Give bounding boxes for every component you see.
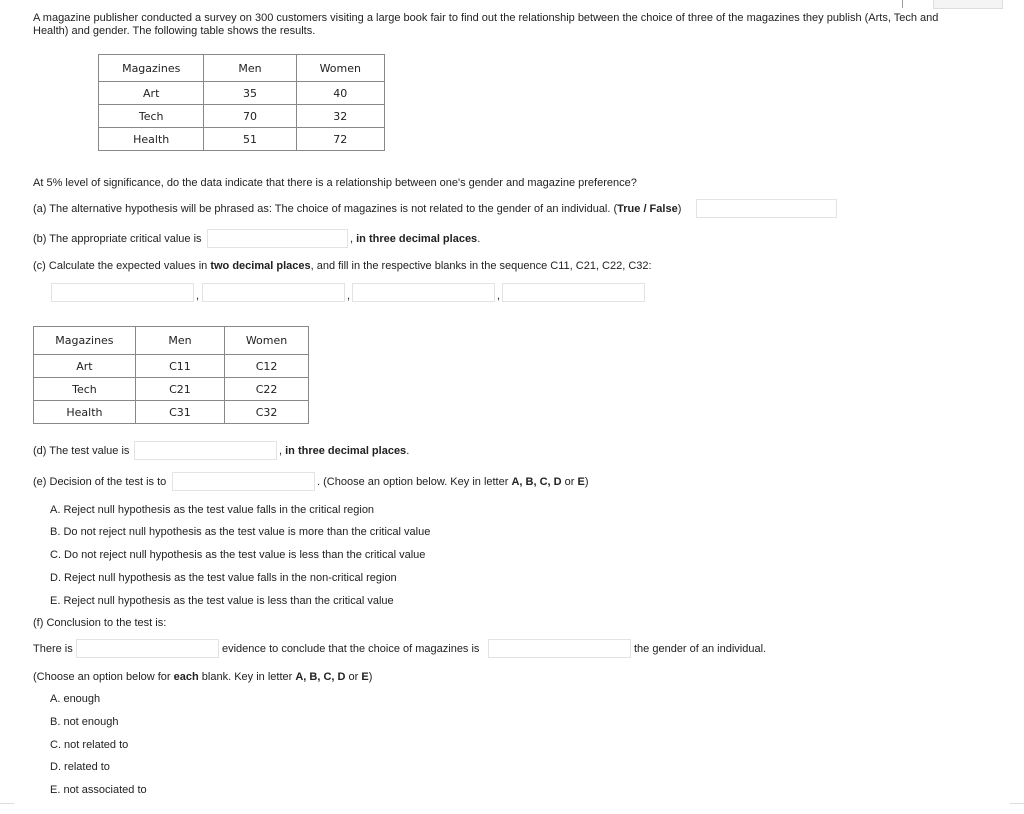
table-cell: Art bbox=[34, 355, 136, 378]
part-f-evidence-input[interactable] bbox=[76, 639, 219, 658]
table-row bbox=[99, 128, 385, 151]
part-b-suffix bbox=[350, 232, 480, 246]
decision-option-c: C. Do not reject null hypothesis as the test value is less than the critical value bbox=[50, 549, 426, 561]
decision-option-a: A. Reject null hypothesis as the test value falls in the critical region bbox=[50, 504, 375, 516]
part-f-relation-input[interactable] bbox=[488, 639, 631, 658]
part-c-c22-input[interactable] bbox=[352, 283, 495, 302]
part-c-c32-input[interactable] bbox=[502, 283, 645, 302]
part-b-critical-value-input[interactable] bbox=[207, 229, 348, 248]
part-c-prompt bbox=[33, 259, 652, 273]
table-cell: C32 bbox=[225, 401, 309, 424]
table-cell: C21 bbox=[135, 378, 224, 401]
part-f-end-text: the gender of an individual. bbox=[634, 643, 767, 655]
conclusion-option-c: C. not related to bbox=[50, 739, 129, 751]
part-a-prompt bbox=[33, 202, 681, 216]
table-cell: 51 bbox=[204, 128, 296, 151]
table-cell: 35 bbox=[204, 82, 296, 105]
part-c-separator: , bbox=[497, 290, 501, 302]
table-row bbox=[34, 378, 309, 401]
part-f-hint-or: or bbox=[345, 671, 362, 683]
decision-option-d: D. Reject null hypothesis as the test value falls in the non-critical region bbox=[50, 572, 397, 584]
conclusion-option-b: B. not enough bbox=[50, 716, 119, 728]
table-cell: Tech bbox=[34, 378, 136, 401]
table-header-row bbox=[34, 327, 309, 355]
part-f-hint-last: E bbox=[361, 671, 369, 683]
table-cell: C31 bbox=[135, 401, 224, 424]
part-e-hint bbox=[317, 475, 589, 489]
part-c-c11-input[interactable] bbox=[51, 283, 194, 302]
table-cell: C12 bbox=[225, 355, 309, 378]
table-header-cell: Men bbox=[135, 327, 224, 355]
part-a-close: ) bbox=[677, 203, 682, 215]
table-cell: 70 bbox=[204, 105, 296, 128]
conclusion-option-d: D. related to bbox=[50, 761, 110, 773]
part-f-hint-each: each bbox=[173, 671, 199, 683]
part-d-precision: in three decimal places bbox=[285, 445, 407, 457]
survey-results-table bbox=[98, 54, 385, 151]
top-divider-line bbox=[902, 0, 903, 8]
table-header-cell: Magazines bbox=[99, 55, 204, 82]
part-d-suffix bbox=[279, 444, 409, 458]
part-e-prompt: (e) Decision of the test is to bbox=[33, 476, 167, 488]
table-cell: C22 bbox=[225, 378, 309, 401]
part-c-separator: , bbox=[196, 290, 200, 302]
table-header-row bbox=[99, 55, 385, 82]
part-c-text-before: (c) Calculate the expected values in bbox=[33, 260, 211, 272]
part-c-separator: , bbox=[347, 290, 351, 302]
part-f-hint bbox=[33, 670, 372, 684]
part-d-period: . bbox=[406, 445, 410, 457]
decision-option-e: E. Reject null hypothesis as the test value is less than the critical value bbox=[50, 595, 394, 607]
part-f-there-is: There is bbox=[33, 643, 73, 655]
part-d-prompt: (d) The test value is bbox=[33, 445, 130, 457]
table-cell: Tech bbox=[99, 105, 204, 128]
table-cell: 40 bbox=[296, 82, 384, 105]
question-intro: A magazine publisher conducted a survey on 300 customers visiting a large book fair to find out the relationship between the choice of three of the magazines they publish (Arts, Tech and Health) and gender. The following table shows the results. bbox=[33, 12, 939, 37]
part-e-hint-before: . (Choose an option below. Key in letter bbox=[317, 476, 512, 488]
table-cell: Health bbox=[99, 128, 204, 151]
table-cell: C11 bbox=[135, 355, 224, 378]
part-e-hint-or: or bbox=[561, 476, 578, 488]
part-f-hint-before: (Choose an option below for bbox=[33, 671, 174, 683]
part-f-hint-end: ) bbox=[368, 671, 373, 683]
part-b-precision: in three decimal places bbox=[356, 233, 478, 245]
part-e-hint-last: E bbox=[577, 476, 585, 488]
part-e-decision-input[interactable] bbox=[172, 472, 315, 491]
table-cell: 32 bbox=[296, 105, 384, 128]
table-header-cell: Women bbox=[225, 327, 309, 355]
table-cell: Health bbox=[34, 401, 136, 424]
part-f-middle-text: evidence to conclude that the choice of magazines is bbox=[222, 643, 480, 655]
part-f-hint-mid: blank. Key in letter bbox=[198, 671, 296, 683]
significance-question: At 5% level of significance, do the data indicate that there is a relationship between one's gender and magazine preference? bbox=[33, 177, 637, 189]
part-c-precision: two decimal places bbox=[210, 260, 311, 272]
table-row bbox=[34, 401, 309, 424]
bottom-right-scroll-edge bbox=[1010, 803, 1024, 814]
part-b-prompt: (b) The appropriate critical value is bbox=[33, 233, 202, 245]
part-a-answer-input[interactable] bbox=[696, 199, 837, 218]
conclusion-option-a: A. enough bbox=[50, 693, 101, 705]
table-row bbox=[34, 355, 309, 378]
table-row bbox=[99, 82, 385, 105]
part-e-hint-end: ) bbox=[584, 476, 589, 488]
part-c-c21-input[interactable] bbox=[202, 283, 345, 302]
expected-values-table bbox=[33, 326, 309, 424]
part-b-period: . bbox=[477, 233, 481, 245]
table-row bbox=[99, 105, 385, 128]
part-e-hint-letters: A, B, C, D bbox=[511, 476, 562, 488]
part-c-text-after: , and fill in the respective blanks in the sequence C11, C21, C22, C32: bbox=[310, 260, 652, 272]
part-b-comma: , bbox=[350, 233, 354, 245]
table-header-cell: Men bbox=[204, 55, 296, 82]
part-f-heading: (f) Conclusion to the test is: bbox=[33, 617, 167, 629]
part-a-text: (a) The alternative hypothesis will be phrased as: The choice of magazines is not related to the gender of an individual. ( bbox=[33, 203, 618, 215]
bottom-left-scroll-edge bbox=[0, 803, 14, 814]
table-header-cell: Women bbox=[296, 55, 384, 82]
table-cell: 72 bbox=[296, 128, 384, 151]
part-f-hint-letters: A, B, C, D bbox=[295, 671, 346, 683]
part-a-options: True / False bbox=[617, 203, 678, 215]
decision-option-b: B. Do not reject null hypothesis as the test value is more than the critical value bbox=[50, 526, 431, 538]
part-d-test-value-input[interactable] bbox=[134, 441, 277, 460]
table-cell: Art bbox=[99, 82, 204, 105]
conclusion-option-e: E. not associated to bbox=[50, 784, 147, 796]
top-right-panel bbox=[933, 0, 1003, 9]
part-d-comma: , bbox=[279, 445, 283, 457]
table-header-cell: Magazines bbox=[34, 327, 136, 355]
